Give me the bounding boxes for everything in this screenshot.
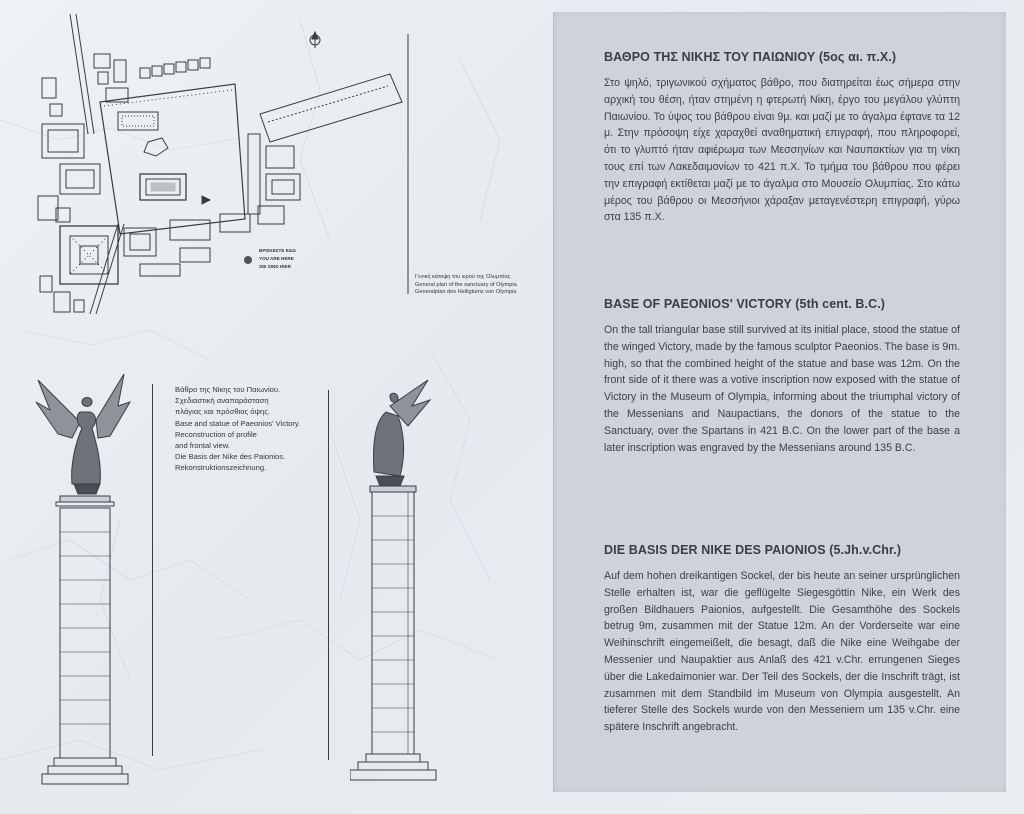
nike-frontal-view-drawing bbox=[30, 372, 140, 790]
german-heading: DIE BASIS DER NIKE DES PAIONIOS (5.Jh.v.Chr.) bbox=[604, 543, 902, 557]
text-panel bbox=[553, 12, 1006, 792]
german-section bbox=[604, 543, 960, 736]
greek-heading: ΒΑΘΡΟ ΤΗΣ ΝΙΚΗΣ ΤΟΥ ΠΑΙΩΝΙΟΥ (5ος αι. π.Χ.) bbox=[604, 50, 897, 64]
site-plan-caption: Γενική κάτοψη του ιερού της Ολυμπίας General plan of the sanctuary of Olympia Generalplan des Heiligtums von Olympia bbox=[415, 274, 517, 296]
nike-profile-view-drawing bbox=[350, 376, 440, 790]
english-body: On the tall triangular base still survived at its initial place, stood the statue of the winged Victory, made by the famous sculptor Paeonios. The base is 9m. high, so that the combined height of the statue and base was 12m. On the front side of it there was a votive inscription now exposed with the statue of Victory in the Museum of Olympia, informing about the triumphal victory of the Messenians and Naupactians, the donors of the statue to the Sanctuary, over the Spartans in 421 B.C. On the lower part of the base a later inscription was engraved by the Messenians around 135 B.C. bbox=[604, 324, 960, 454]
nike-drawing-caption: Βάθρο της Νίκης του Παιωνίου. Σχεδιαστική αναπαράσταση πλάγιας και πρόσθιας όψης. Base and statue of Paeonios' Victory. Reconstruction of profile and frontal view. Die Basis der Nike des Paionios. Rekonstruktionszeichnung. bbox=[175, 385, 301, 473]
you-are-here-marker bbox=[244, 256, 252, 264]
caption-rule-right bbox=[328, 390, 329, 760]
greek-section bbox=[604, 50, 960, 226]
greek-body: Στο ψηλό, τριγωνικού σχήματος βάθρο, που διατηρείται έως σήμερα στην αρχική του θέση, ήταν στημένη η φτερωτή Νίκη, έργο του μεγάλου γλύπτη Παιωνίου. Το ύψος του βάθρου είναι 9μ. και μαζί με το άγαλμα έφτανε τα 12 μ. Στην πρόσοψη είχε χαραχθεί αναθηματική επιγραφή, που πληροφορεί, ότι το γλυπτό ήταν αφιέρωμα των Μεσσηνίων και Ναυπακτίων για τη νίκη τους επί των Λακεδαιμονίων το 421 π.Χ. Το τμήμα του βάθρου που φέρει την επιγραφή εκτίθεται μαζί με το άγαλμα στο Μουσείο Ολυμπίας. Στο κάτω μέρος του βάθρου οι Μεσσήνιοι χάραξαν μεταγενέστερη επιγραφή, γύρω στα 135 π.Χ. bbox=[604, 77, 960, 224]
english-section bbox=[604, 297, 960, 456]
caption-rule-left bbox=[152, 384, 153, 756]
english-heading: BASE OF PAEONIOS' VICTORY (5th cent. B.C.) bbox=[604, 297, 886, 311]
you-are-here-label: ΒΡΙΣΚΕΣΤΕ ΕΔΩ YOU ARE HERE SIE SIND HIER bbox=[259, 248, 296, 269]
sanctuary-site-plan bbox=[30, 14, 410, 334]
german-body: Auf dem hohen dreikantigen Sockel, der bis heute an seiner ursprünglichen Stelle erhalten ist, war die geflügelte Siegesgöttin Nike, ein Werk des großen Bildhauers Paionios, aufgestellt. Die Gesamthöhe des Sockels betrug 9m, zusammen mit der Statue 12m. An der Vorderseite war eine Weihinschrift eingemeißelt, die besagt, daß die Nike eine Weihgabe der Messenier und Naupaktier aus Anlaß des 421 v.Chr. errungenen Sieges über die Lakedaimonier war. Der Teil des Sockels, der die Inschrift trägt, ist zusammen mit dem Standbild im Museum von Olympia ausgestellt. An tieferer Stelle des Sockels wurde von den Messeniern um 135 v.Chr. eine spätere Inschrift angebracht. bbox=[604, 570, 960, 734]
